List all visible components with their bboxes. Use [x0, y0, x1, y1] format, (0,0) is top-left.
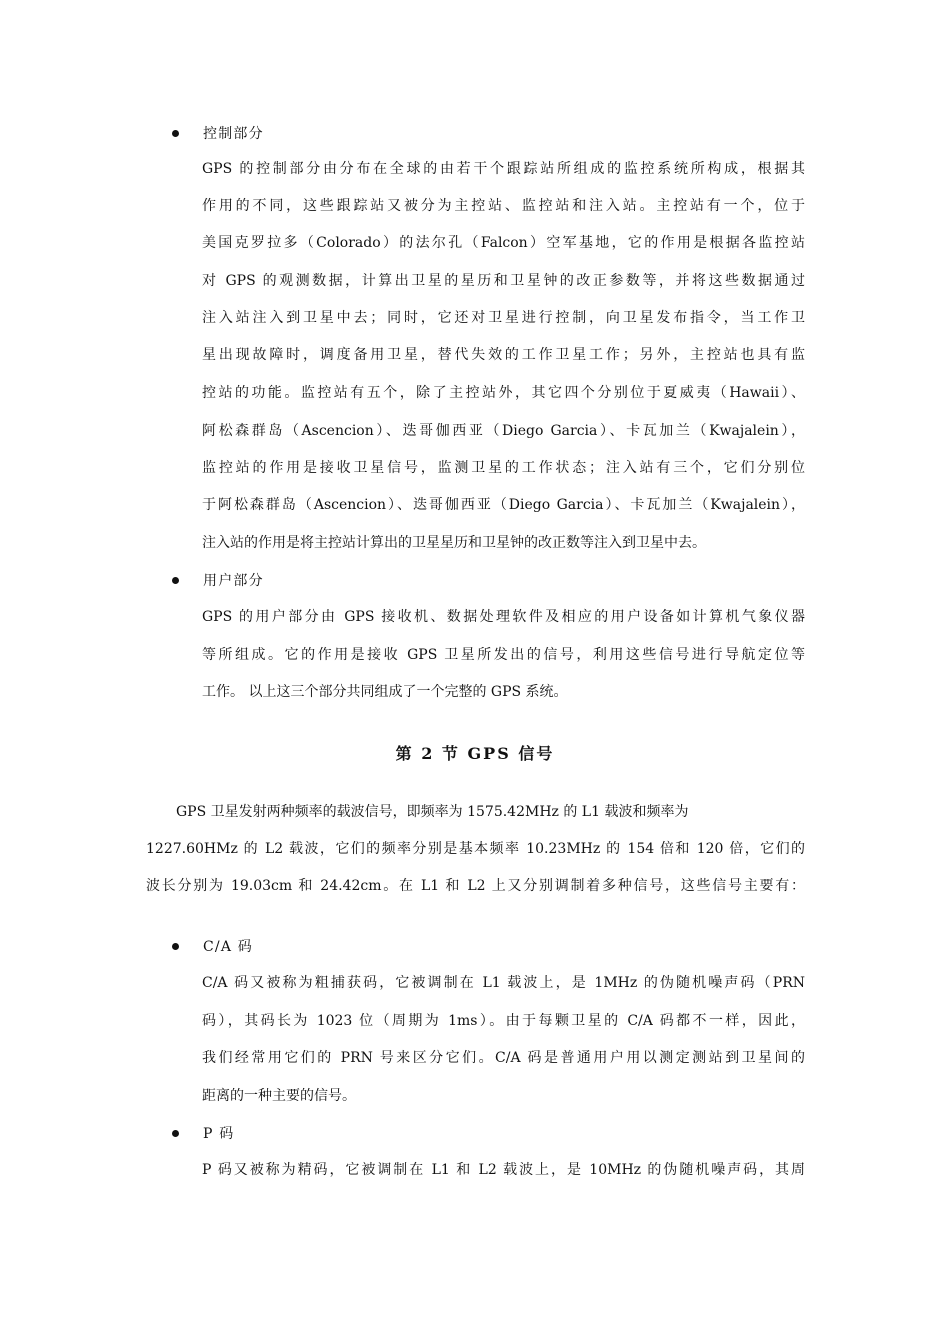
- paragraph-line: GPS 卫星发射两种频率的载波信号，即频率为 1575.42MHz 的 L1 载波和频率为: [176, 804, 689, 820]
- paragraph-line: 星出现故障时，调度备用卫星，替代失效的工作卫星工作；另外，主控站也具有监: [202, 347, 805, 363]
- bullet-item-ca-code: [172, 935, 253, 957]
- paragraph-line: 监控站的作用是接收卫星信号，监测卫星的工作状态；注入站有三个，它们分别位: [202, 460, 805, 476]
- bullet-icon: [172, 577, 179, 584]
- bullet-icon: [172, 943, 179, 950]
- section-heading: 第 2 节 GPS 信号: [395, 744, 555, 763]
- bullet-label-ca-code: C/A 码: [203, 939, 253, 955]
- bullet-label-user: 用户部分: [203, 573, 264, 589]
- paragraph-line: 美国克罗拉多（Colorado）的法尔孔（Falcon）空军基地，它的作用是根据各监控站: [202, 235, 805, 251]
- bullet-label-p-code: P 码: [203, 1126, 235, 1142]
- bullet-item-control: [172, 122, 264, 144]
- paragraph-line: 作用的不同，这些跟踪站又被分为主控站、监控站和注入站。主控站有一个，位于: [202, 198, 805, 214]
- bullet-icon: [172, 1130, 179, 1137]
- paragraph-line: 1227.60HMz 的 L2 载波，它们的频率分别是基本频率 10.23MHz 的 154 倍和 120 倍，它们的: [146, 841, 805, 857]
- paragraph-line: 注入站的作用是将主控站计算出的卫星星历和卫星钟的改正数等注入到卫星中去。: [202, 535, 706, 551]
- paragraph-line: 距离的一种主要的信号。: [202, 1088, 356, 1104]
- paragraph-line: C/A 码又被称为粗捕获码，它被调制在 L1 载波上，是 1MHz 的伪随机噪声码（PRN: [202, 975, 805, 991]
- paragraph-line: GPS 的控制部分由分布在全球的由若干个跟踪站所组成的监控系统所构成，根据其: [202, 161, 805, 177]
- paragraph-line: 工作。 以上这三个部分共同组成了一个完整的 GPS 系统。: [202, 684, 568, 700]
- paragraph-line: 对 GPS 的观测数据，计算出卫星的星历和卫星钟的改正参数等，并将这些数据通过: [202, 273, 805, 289]
- bullet-item-user: [172, 569, 264, 591]
- bullet-label-control: 控制部分: [203, 126, 264, 142]
- paragraph-line: 注入站注入到卫星中去；同时，它还对卫星进行控制，向卫星发布指令，当工作卫: [202, 310, 805, 326]
- bullet-item-p-code: [172, 1122, 234, 1144]
- bullet-icon: [172, 130, 179, 137]
- paragraph-line: GPS 的用户部分由 GPS 接收机、数据处理软件及相应的用户设备如计算机气象仪器: [202, 609, 805, 625]
- paragraph-line: P 码又被称为精码，它被调制在 L1 和 L2 载波上，是 10MHz 的伪随机噪声码，其周: [202, 1162, 805, 1178]
- paragraph-line: 波长分别为 19.03cm 和 24.42cm。在 L1 和 L2 上又分别调制着多种信号，这些信号主要有：: [146, 878, 805, 894]
- paragraph-line: 阿松森群岛（Ascencion）、迭哥伽西亚（Diego Garcia）、卡瓦加兰（Kwajalein），: [202, 423, 805, 439]
- paragraph-line: 于阿松森群岛（Ascencion）、迭哥伽西亚（Diego Garcia）、卡瓦加兰（Kwajalein），: [202, 497, 805, 513]
- paragraph-line: 控站的功能。监控站有五个，除了主控站外，其它四个分别位于夏威夷（Hawaii）、: [202, 385, 805, 401]
- paragraph-line: 码），其码长为 1023 位（周期为 1ms）。由于每颗卫星的 C/A 码都不一样，因此，: [202, 1013, 805, 1029]
- paragraph-line: 我们经常用它们的 PRN 号来区分它们。C/A 码是普通用户用以测定测站到卫星间的: [202, 1050, 805, 1066]
- paragraph-line: 等所组成。它的作用是接收 GPS 卫星所发出的信号，利用这些信号进行导航定位等: [202, 647, 805, 663]
